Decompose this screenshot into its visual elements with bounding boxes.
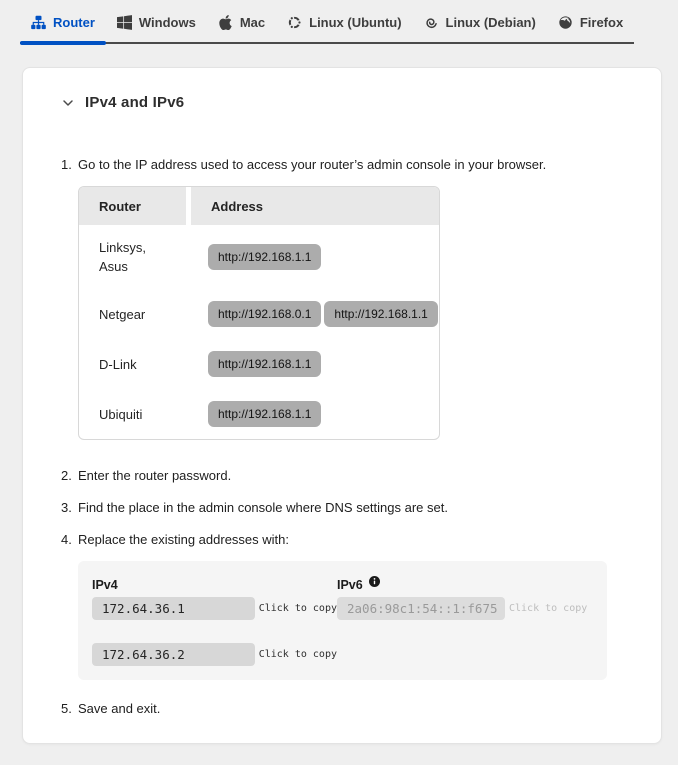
address-badge: http://192.168.1.1	[324, 301, 437, 327]
ipv6-column	[337, 578, 593, 666]
tab-label: Firefox	[579, 15, 624, 30]
step-number: 4.	[61, 532, 72, 547]
ipv4-column	[92, 578, 337, 666]
ubuntu-icon	[287, 15, 302, 30]
column-header-router: Router	[79, 187, 186, 225]
dns-addresses-panel	[78, 561, 607, 680]
router-addresses	[191, 351, 439, 377]
click-to-copy-hint[interactable]: Click to copy	[258, 649, 337, 660]
tab-firefox[interactable]	[547, 6, 634, 42]
ipv4-copy-row	[92, 597, 337, 620]
ipv4-copy-row	[92, 643, 337, 666]
step-2	[61, 468, 625, 484]
step-number: 2.	[61, 468, 72, 483]
router-name-line: Asus	[99, 259, 128, 274]
router-name-line: Linksys,	[99, 240, 146, 255]
ipv4-address-box[interactable]: 172.64.36.1	[92, 597, 255, 620]
ipv6-label-text: IPv6	[337, 578, 363, 592]
ipv6-label	[337, 578, 593, 591]
step-text: Enter the router password.	[78, 468, 232, 483]
debian-icon	[424, 15, 439, 30]
platform-tabbar	[0, 0, 678, 44]
tab-label: Linux (Debian)	[445, 15, 536, 30]
step-4	[61, 532, 625, 548]
section-header	[61, 94, 625, 111]
router-address-table	[78, 186, 440, 440]
step-1	[61, 157, 625, 173]
tab-windows[interactable]	[106, 6, 207, 42]
step-text: Go to the IP address used to access your router’s admin console in your browser.	[78, 157, 547, 172]
tab-mac[interactable]	[207, 6, 276, 42]
step-number: 1.	[61, 157, 72, 172]
router-name: D-Link	[99, 356, 137, 372]
ipv4-label-text: IPv4	[92, 578, 118, 592]
tab-linux-debian[interactable]	[413, 6, 547, 42]
router-name: Netgear	[99, 306, 146, 322]
step-text: Find the place in the admin console where DNS settings are set.	[78, 500, 448, 515]
address-badge: http://192.168.0.1	[208, 301, 321, 327]
router-addresses	[191, 401, 439, 427]
column-header-address: Address	[191, 187, 439, 225]
tab-label: Router	[53, 15, 95, 30]
click-to-copy-hint[interactable]: Click to copy	[258, 603, 337, 614]
instructions-card	[22, 67, 662, 744]
ipv6-copy-row	[337, 597, 593, 620]
step-number: 3.	[61, 500, 72, 515]
router-name: Ubiquiti	[99, 406, 143, 422]
sitemap-icon	[31, 15, 46, 30]
windows-icon	[117, 15, 132, 30]
step-text: Replace the existing addresses with:	[78, 532, 290, 547]
apple-icon	[218, 15, 233, 30]
table-row	[79, 339, 439, 389]
router-addresses	[191, 244, 439, 270]
table-header-row	[79, 187, 439, 225]
table-row	[79, 389, 439, 439]
step-3	[61, 500, 625, 516]
section-title: IPv4 and IPv6	[85, 94, 185, 111]
tab-router[interactable]	[20, 6, 106, 42]
steps-list	[61, 157, 625, 717]
table-row	[79, 289, 439, 339]
ipv4-address-box[interactable]: 172.64.36.2	[92, 643, 255, 666]
click-to-copy-hint[interactable]: Click to copy	[509, 603, 588, 614]
chevron-down-icon[interactable]	[61, 96, 75, 110]
step-number: 5.	[61, 701, 72, 716]
ipv4-label	[92, 578, 337, 591]
tab-label: Windows	[138, 15, 196, 30]
tab-label: Mac	[239, 15, 266, 30]
address-badge: http://192.168.1.1	[208, 351, 321, 377]
router-name	[79, 238, 186, 276]
info-icon[interactable]	[369, 576, 380, 587]
step-text: Save and exit.	[78, 701, 161, 716]
platform-tabs	[20, 6, 634, 44]
ipv6-address-box[interactable]: 2a06:98c1:54::1:f675	[337, 597, 505, 620]
firefox-icon	[558, 15, 573, 30]
table-row	[79, 225, 439, 289]
address-badge: http://192.168.1.1	[208, 401, 321, 427]
router-addresses	[191, 301, 439, 327]
address-badge: http://192.168.1.1	[208, 244, 321, 270]
step-5	[61, 701, 625, 717]
tab-linux-ubuntu[interactable]	[276, 6, 412, 42]
tab-label: Linux (Ubuntu)	[309, 15, 402, 30]
